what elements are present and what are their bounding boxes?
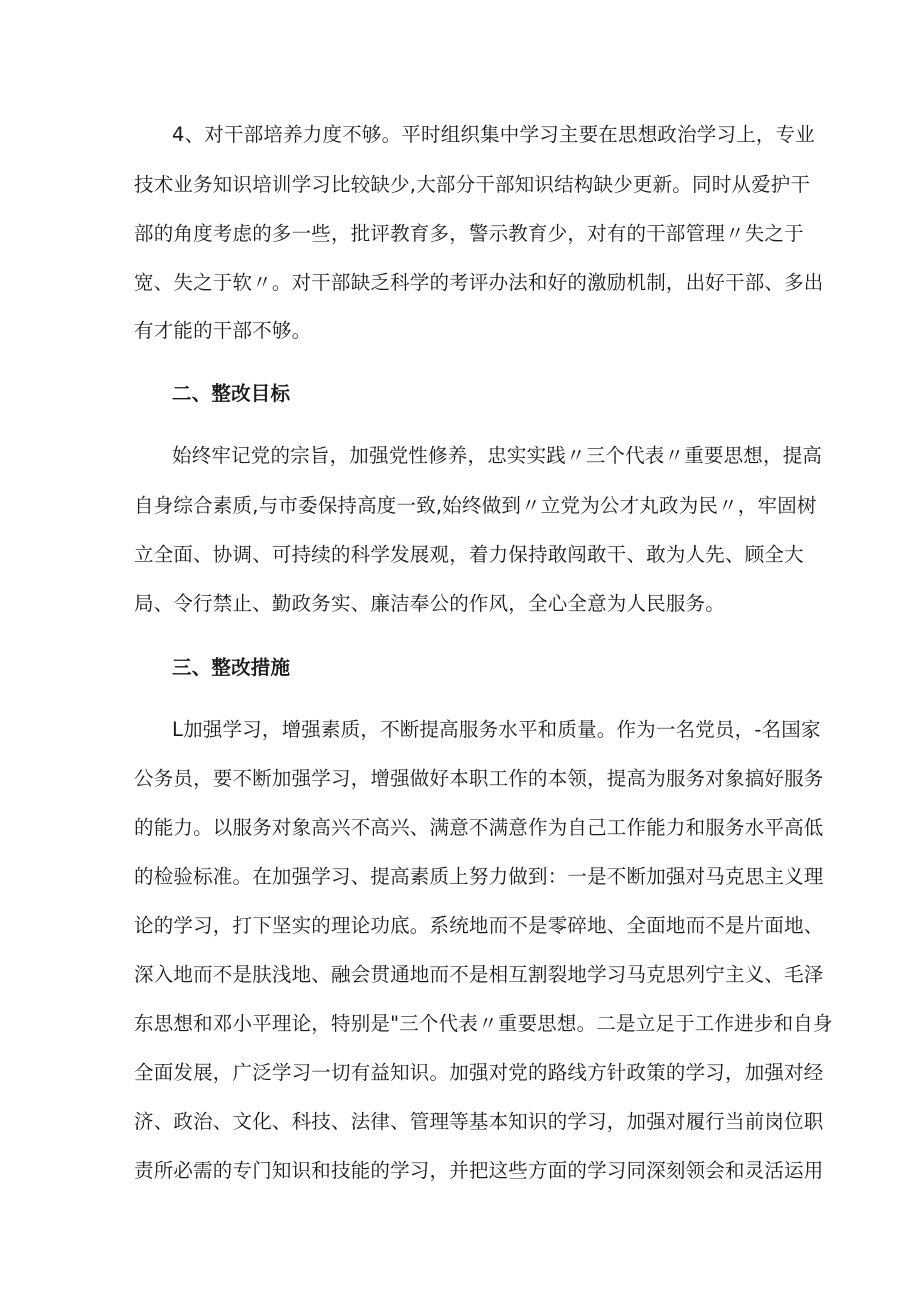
para3-line-8: 全面发展，广泛学习一切有益知识。加强对党的路线方针政策的学习，加强对经 [134, 1061, 824, 1084]
para3-line-3: 的能力。以服务对象高兴不高兴、满意不满意作为自己工作能力和服务水平高低 [134, 816, 824, 839]
para3-line-5: 论的学习，打下坚实的理论功底。系统地而不是零碎地、全面地而不是片面地、 [134, 914, 824, 937]
para2-line-1: 始终牢记党的宗旨，加强党性修养，忠实实践〃三个代表〃重要思想，提高 [172, 444, 823, 467]
para3-line-6: 深入地而不是肤浅地、融会贯通地而不是相互割裂地学习马克思列宁主义、毛泽 [134, 963, 824, 986]
para1-line-3: 部的角度考虑的多一些，批评教育多，警示教育少，对有的干部管理〃失之于 [134, 222, 804, 245]
para1-line-1: 4、对干部培养力度不够。平时组织集中学习主要在思想政治学习上，专业 [172, 123, 816, 146]
para2-line-2: 自身综合素质,与市委保持高度一致,始终做到〃立党为公才丸政为民〃，牢固树 [134, 494, 817, 517]
para3-line-9: 济、政治、文化、科技、法律、管理等基本知识的学习，加强对履行当前岗位职 [134, 1110, 824, 1133]
para1-line-5: 有才能的干部不够。 [134, 319, 312, 342]
section-heading-measures: 三、整改措施 [172, 656, 291, 679]
para1-line-2: 技术业务知识培训学习比较缺少,大部分干部知识结构缺少更新。同时从爱护干 [134, 173, 811, 196]
para2-line-4: 局、令行禁止、勤政务实、廉洁奉公的作风，全心全意为人民服务。 [134, 592, 726, 615]
para1-line-4: 宽、失之于软〃。对干部缺乏科学的考评办法和好的激励机制，出好干部、多出 [134, 271, 824, 294]
para3-line-10: 责所必需的专门知识和技能的学习，并把这些方面的学习同深刻领会和灵活运用 [134, 1159, 824, 1182]
para3-line-1: L加强学习，增强素质，不断提高服务水平和质量。作为一名党员，-名国家 [172, 718, 821, 741]
section-heading-goals: 二、整改目标 [172, 382, 291, 405]
para3-line-2: 公务员，要不断加强学习，增强做好本职工作的本领，提高为服务对象搞好服务 [134, 767, 824, 790]
para3-line-7: 东思想和邓小平理论，特别是"三个代表〃重要思想。二是立足于工作进步和自身 [134, 1012, 833, 1035]
para2-line-3: 立全面、协调、可持续的科学发展观，着力保持敢闯敢干、敢为人先、顾全大 [134, 543, 804, 566]
para3-line-4: 的检验标准。在加强学习、提高素质上努力做到：一是不断加强对马克思主义理 [134, 865, 824, 888]
